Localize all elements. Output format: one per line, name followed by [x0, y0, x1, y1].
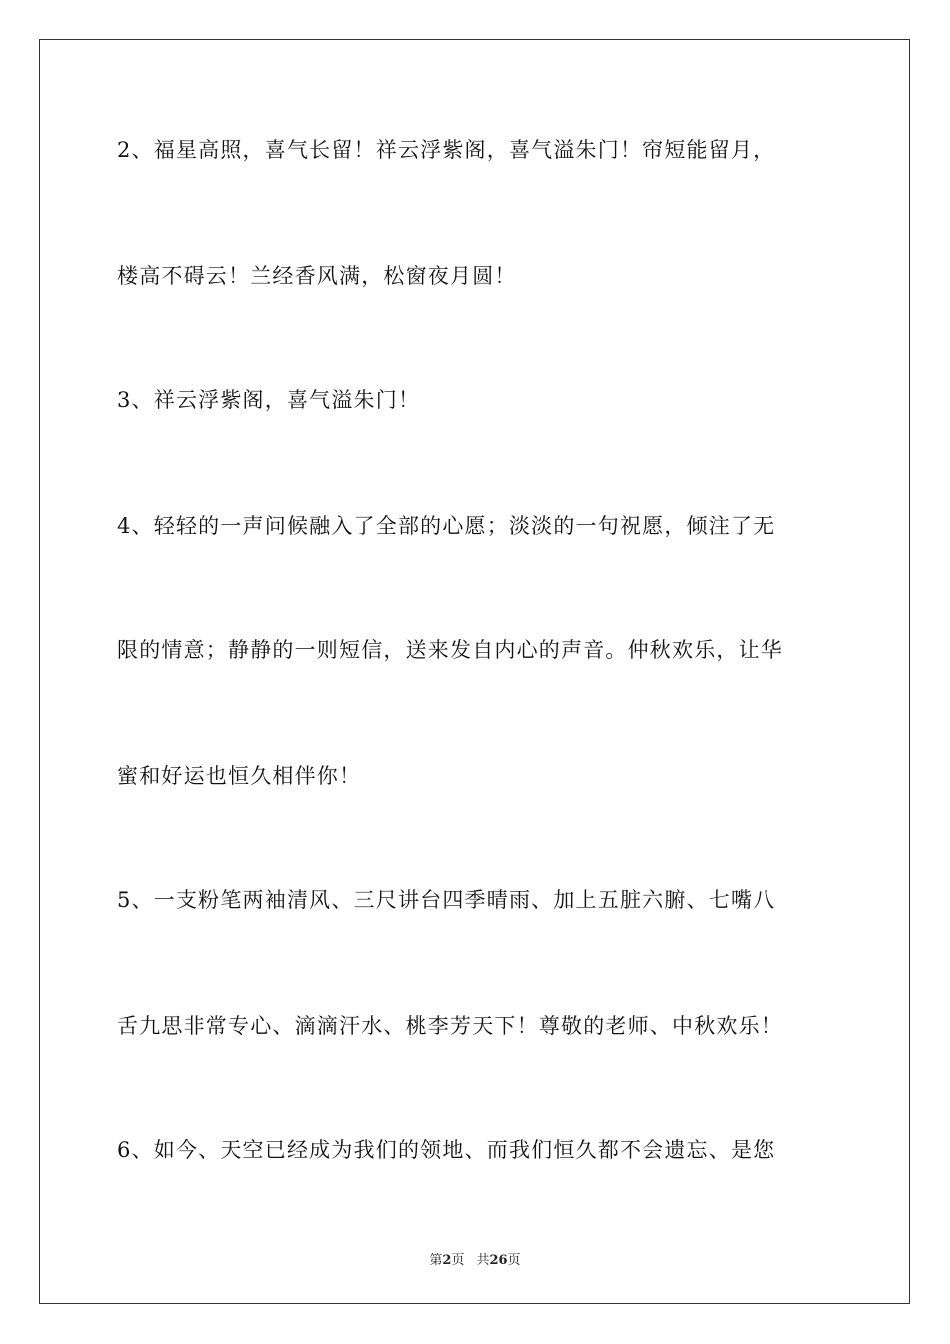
page-prefix: 第: [429, 1253, 443, 1268]
text-line: 4、轻轻的一声问候融入了全部的心愿；淡淡的一句祝愿，倾注了无: [117, 514, 776, 538]
page-suffix: 页: [451, 1253, 465, 1268]
total-prefix: 共: [476, 1253, 490, 1268]
total-suffix: 页: [507, 1253, 521, 1268]
text-line: 限的情意；静静的一则短信，送来发自内心的声音。仲秋欢乐，让华: [117, 638, 783, 662]
page-border: [39, 39, 910, 1304]
text-line: 5、一支粉笔两袖清风、三尺讲台四季晴雨、加上五脏六腑、七嘴八: [117, 888, 776, 912]
page-footer: [0, 1249, 950, 1268]
total-pages: 26: [489, 1253, 508, 1268]
text-line: 6、如今、天空已经成为我们的领地、而我们恒久都不会遗忘、是您: [117, 1138, 776, 1162]
page-number: 2: [442, 1253, 452, 1268]
text-line: 3、祥云浮紫阁，喜气溢朱门！: [117, 388, 421, 412]
text-line: 舌九思非常专心、滴滴汗水、桃李芳天下！尊敬的老师、中秋欢乐！: [117, 1014, 783, 1038]
text-line: 蜜和好运也恒久相伴你！: [117, 764, 362, 788]
text-line: 2、福星高照，喜气长留！祥云浮紫阁，喜气溢朱门！帘短能留月，: [117, 138, 776, 162]
text-line: 楼高不碍云！兰经香风满，松窗夜月圆！: [117, 264, 517, 288]
